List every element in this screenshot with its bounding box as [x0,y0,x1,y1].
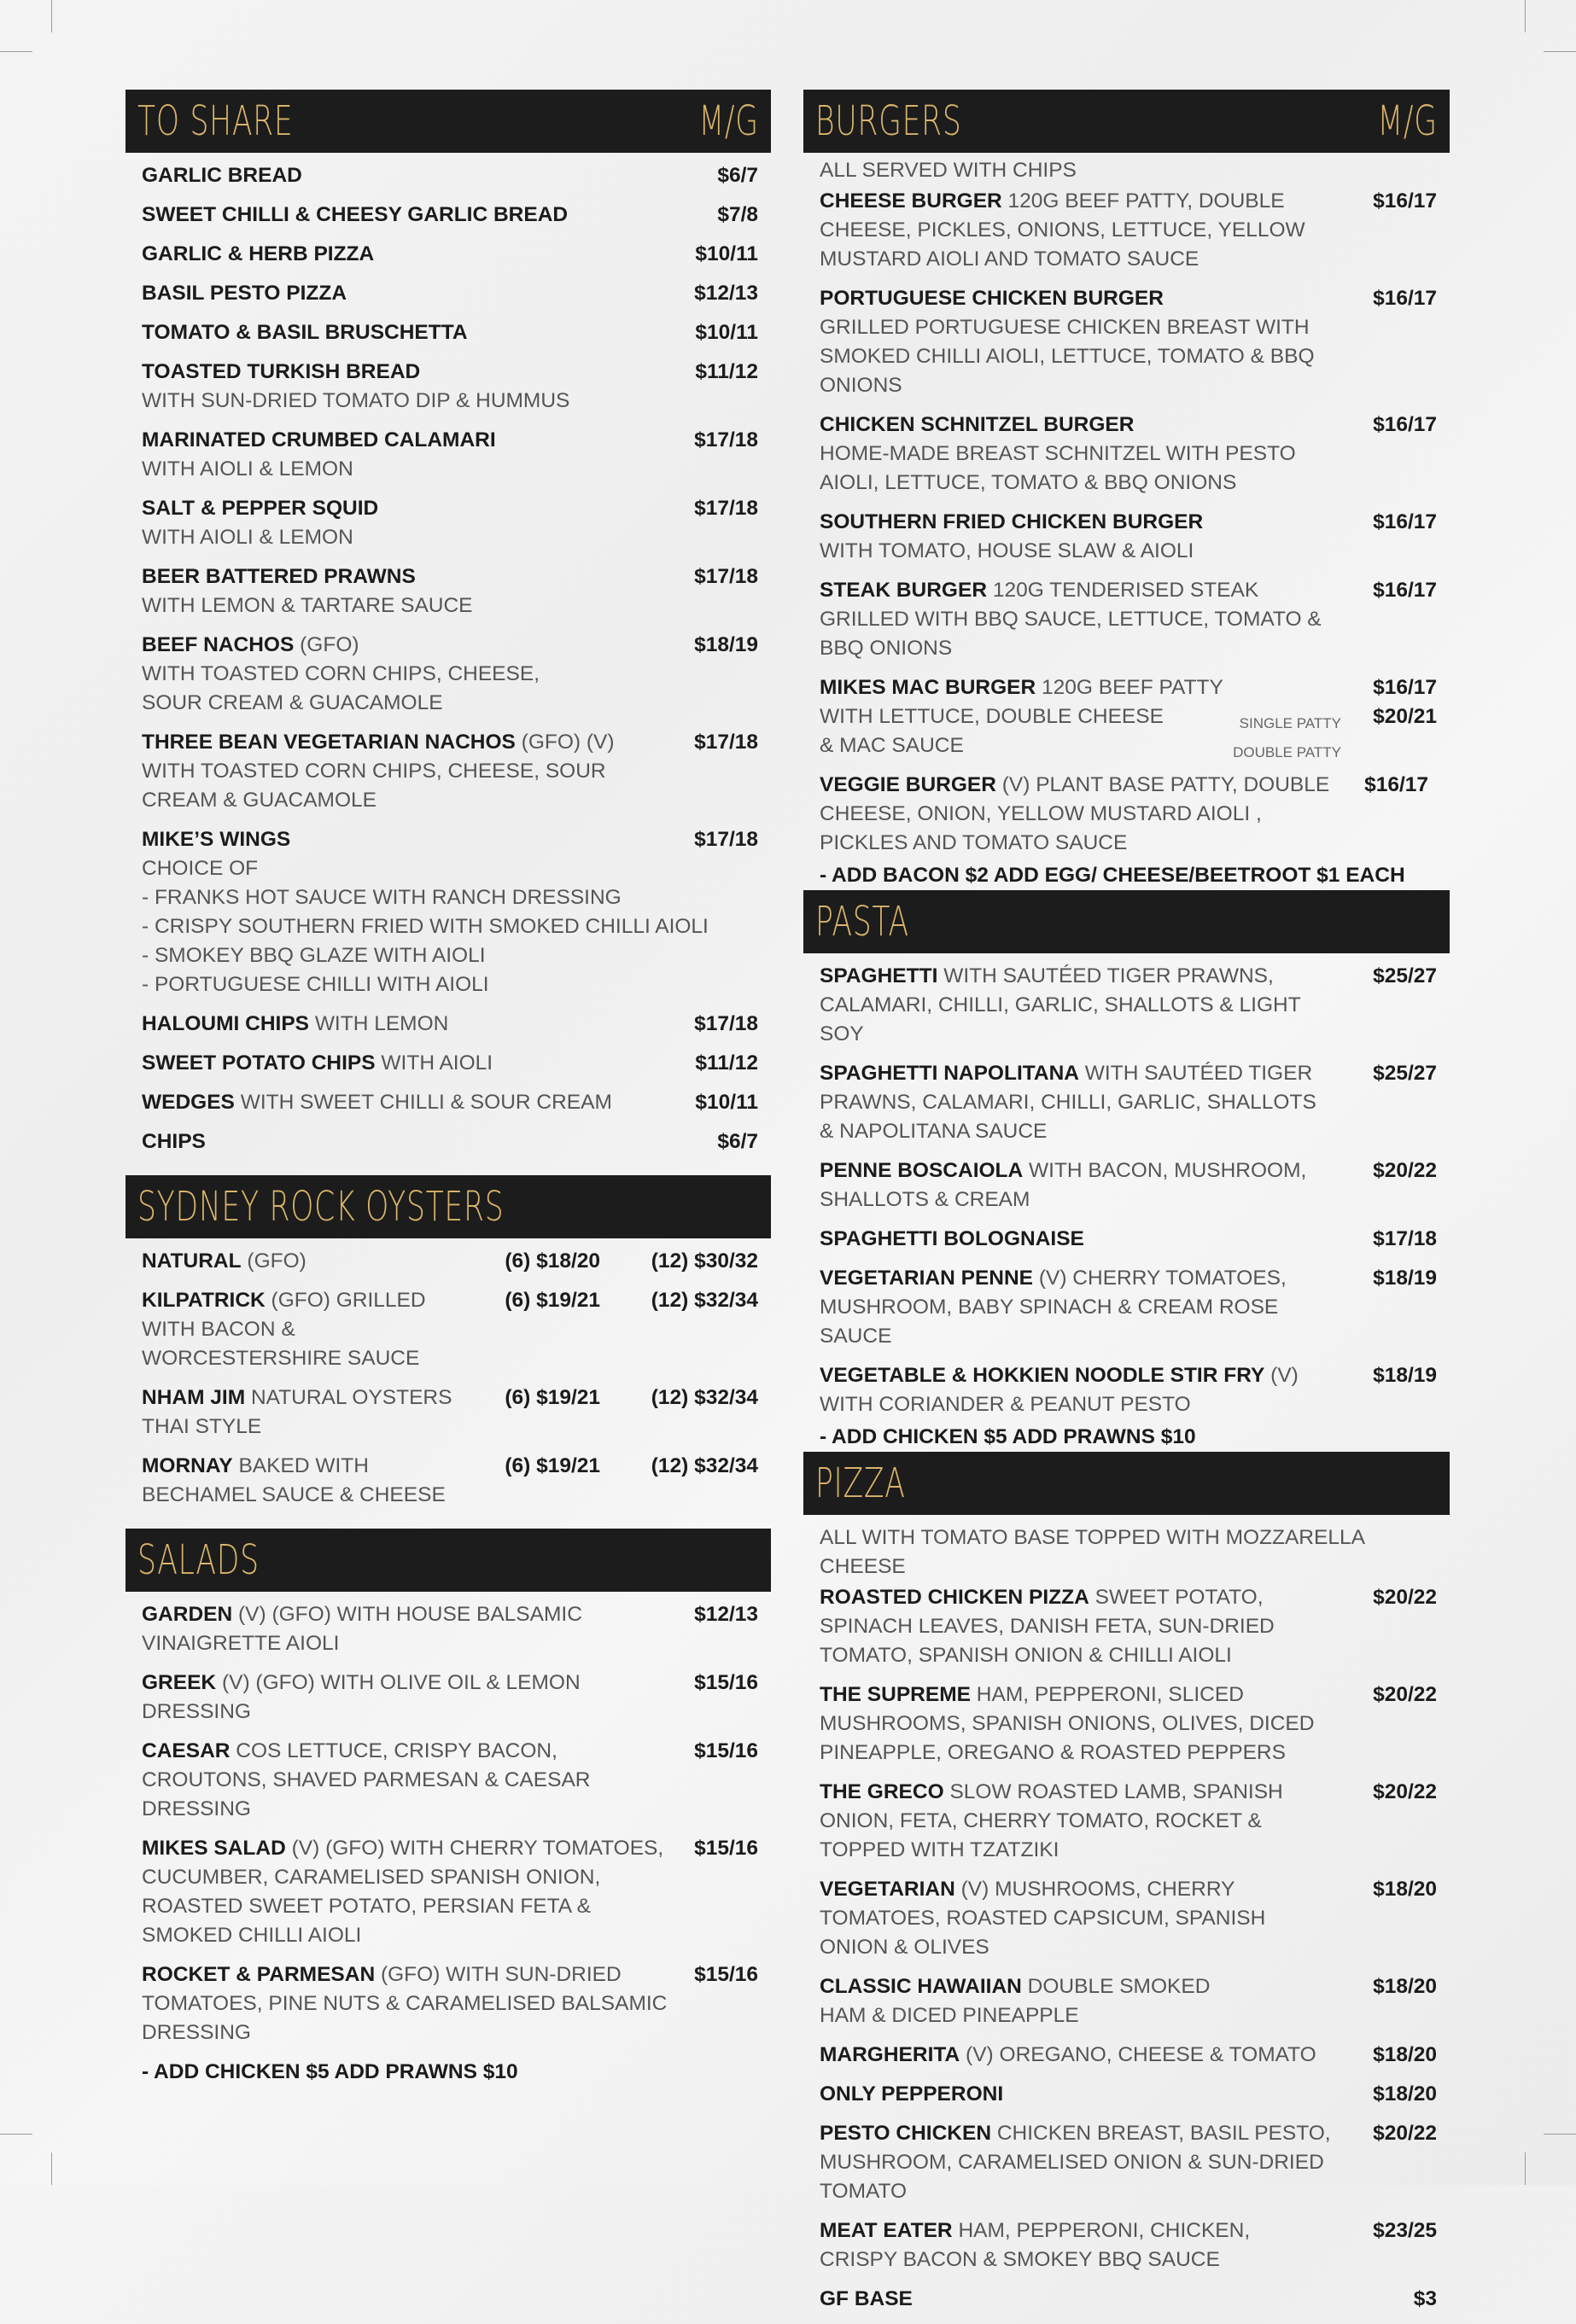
section-title: SALADS [137,1536,260,1584]
price-twelve: (12) $32/34 [651,1289,758,1312]
right-column [803,90,1450,2324]
menu-item [142,1834,758,1950]
menu-item [142,562,758,620]
item-price: $15/16 [694,1837,758,1860]
double-patty-label: DOUBLE PATTY [1233,744,1341,760]
item-description: WITH SWEET CHILLI & SOUR CREAM [240,1091,612,1114]
item-name: GARLIC BREAD [142,164,302,187]
menu-item [820,1059,1437,1146]
item-name: CHIPS [142,1130,206,1153]
item-description: WITH SAUTÉED TIGER PRAWNS, CALAMARI, CHILLI, GARLIC, SHALLOTS & NAPOLITANA SAUCE [820,1062,1316,1143]
item-price: $20/22 [1373,2122,1437,2145]
item-price: $20/22 [1373,1586,1437,1609]
price-twelve: (12) $30/32 [651,1249,758,1273]
menu-item [142,318,758,347]
menu-item [142,1010,758,1039]
oysters-header [125,1175,771,1238]
menu-item [820,962,1437,1049]
item-price: $18/19 [1373,1267,1437,1290]
wing-option: - PORTUGUESE CHILLI WITH AIOLI [142,973,489,996]
menu-item [820,411,1437,498]
menu-item [142,279,758,308]
item-price: $18/20 [1373,2043,1437,2066]
item-description: WITH LETTUCE, DOUBLE CHEESE [820,705,1164,728]
item-description: (GFO) [247,1249,306,1273]
item-price: $10/11 [695,1091,758,1114]
item-price: $6/7 [717,164,758,187]
wing-option: - FRANKS HOT SAUCE WITH RANCH DRESSING [142,886,622,909]
left-column [125,90,771,2087]
item-name: SPAGHETTI BOLOGNAISE [820,1227,1084,1250]
menu-item [142,1669,758,1727]
menu-item [820,1680,1437,1768]
item-price-double: $20/21 [1373,705,1437,728]
item-price: $17/18 [694,428,758,451]
item-name: BEEF NACHOS [142,633,295,656]
price-six: (6) $18/20 [505,1249,600,1273]
item-price: $17/18 [694,497,758,520]
item-name: NHAM JIM [142,1386,246,1409]
item-description: (V) WITH CORIANDER & PEANUT PESTO [820,1364,1299,1416]
burger-addon: - ADD BACON $2 ADD EGG/ CHEESE/BEETROOT $1 EACH [820,864,1405,887]
item-price: $20/22 [1373,1159,1437,1182]
to-share-list [125,153,771,1156]
item-price: $18/19 [1373,1364,1437,1387]
crop-mark [1544,2134,1576,2135]
crop-mark [0,51,32,52]
menu-item [142,161,758,190]
item-description: WITH LEMON [314,1012,449,1035]
menu-item [142,1088,758,1117]
menu-item [142,494,758,552]
item-name: SPAGHETTI NAPOLITANA [820,1062,1079,1085]
item-description: WITH AIOLI & LEMON [142,457,353,481]
item-description: HAM, PEPPERONI, SLICED MUSHROOMS, SPANISH ONIONS, OLIVES, DICED PINEAPPLE, OREGANO & ROASTED PEPPERS [820,1683,1315,1764]
item-name: CHICKEN SCHNITZEL BURGER [820,413,1135,436]
pasta-list [803,953,1450,1452]
item-description: (GFO) GRILLED WITH BACON & WORCESTERSHIRE SAUCE [142,1289,426,1370]
item-description: CHICKEN BREAST, BASIL PESTO, MUSHROOM, CARAMELISED ONION & SUN-DRIED TOMATO [820,2122,1331,2203]
section-title: TO SHARE [137,97,294,145]
item-name: TOASTED TURKISH BREAD [142,360,421,383]
item-description: SWEET POTATO, SPINACH LEAVES, DANISH FETA, SUN-DRIED TOMATO, SPANISH ONION & CHILLI AIOLI [820,1586,1275,1667]
item-name: MIKE’S WINGS [142,828,291,851]
item-price: $10/11 [695,321,758,344]
section-title: PASTA [815,898,909,946]
item-price: $25/27 [1373,1062,1437,1085]
item-description: DOUBLE SMOKED HAM & DICED PINEAPPLE [820,1975,1211,2027]
item-name: ROCKET & PARMESAN [142,1963,376,1986]
item-name: NATURAL [142,1249,242,1273]
item-description: GRILLED PORTUGUESE CHICKEN BREAST WITH SMOKED CHILLI AIOLI, LETTUCE, TOMATO & BBQ ONIONS [820,316,1315,397]
item-description: WITH SAUTÉED TIGER PRAWNS, CALAMARI, CHILLI, GARLIC, SHALLOTS & LIGHT SOY [820,964,1301,1046]
crop-mark [1525,2152,1526,2185]
item-name: HALOUMI CHIPS [142,1012,309,1035]
menu-item [142,728,758,815]
menu-item [142,1737,758,1824]
item-name: STEAK BURGER [820,579,988,602]
item-name: THE SUPREME [820,1683,971,1706]
menu-item [820,2041,1437,2070]
item-description: 120G TENDERISED STEAK GRILLED WITH BBQ SAUCE, LETTUCE, TOMATO & BBQ ONIONS [820,579,1322,660]
item-description: (V) (GFO) WITH OLIVE OIL & LEMON DRESSING [142,1671,581,1723]
item-name: BASIL PESTO PIZZA [142,282,347,305]
size-label: M/G [1377,97,1438,145]
menu-item-mac [820,673,1437,760]
item-name: VEGETARIAN [820,1878,955,1901]
price-six: (6) $19/21 [505,1386,600,1409]
item-price: $16/17 [1373,287,1437,310]
size-label: M/G [698,97,759,145]
single-patty-label: SINGLE PATTY [1239,715,1341,731]
item-price: $17/18 [1373,1227,1437,1250]
item-name: SPAGHETTI [820,964,938,987]
item-price: $16/17 [1373,189,1437,213]
item-price: $15/16 [694,1739,758,1762]
menu-item [820,2285,1437,2314]
item-price: $12/13 [694,282,758,305]
pasta-addon: - ADD CHICKEN $5 ADD PRAWNS $10 [820,1425,1196,1448]
item-name: VEGGIE BURGER [820,773,996,796]
menu-item [142,1049,758,1078]
menu-item [820,508,1437,566]
crop-mark [1525,0,1526,32]
menu-item [142,1127,758,1156]
item-price: $18/20 [1373,2082,1437,2106]
item-description: (V) (GFO) WITH HOUSE BALSAMIC VINAIGRETTE AIOLI [142,1603,582,1655]
item-tag: (GFO) [300,633,359,656]
item-description: 120G BEEF PATTY, DOUBLE CHEESE, PICKLES, ONIONS, LETTUCE, YELLOW MUSTARD AIOLI AND TOMATO SAUCE [820,189,1305,271]
item-price: $3 [1413,2287,1437,2310]
section-title: SYDNEY ROCK OYSTERS [137,1183,505,1231]
menu-item [142,1247,758,1276]
menu-item [820,2119,1437,2206]
menu-item [820,1875,1437,1962]
item-price: $15/16 [694,1671,758,1694]
section-title: PIZZA [815,1459,906,1507]
item-description: WITH AIOLI & LEMON [142,526,353,549]
item-price: $17/18 [694,828,758,851]
item-description: BAKED WITH BECHAMEL SAUCE & CHEESE [142,1454,446,1506]
item-description: WITH TOMATO, HOUSE SLAW & AIOLI [820,539,1194,562]
menu-item [820,2216,1437,2274]
item-price: $17/18 [694,731,758,754]
menu-item [142,240,758,269]
item-name: ROASTED CHICKEN PIZZA [820,1586,1089,1609]
item-name: THREE BEAN VEGETARIAN NACHOS [142,731,516,754]
item-description: SLOW ROASTED LAMB, SPANISH ONION, FETA, CHERRY TOMATO, ROCKET & TOPPED WITH TZATZIKI [820,1780,1283,1861]
menu-item [820,1264,1437,1351]
crop-mark [0,2134,32,2135]
item-name: THE GRECO [820,1780,944,1803]
item-price: $16/17 [1364,773,1428,796]
salads-list [125,1592,771,2087]
item-description: NATURAL OYSTERS THAI STYLE [142,1386,452,1438]
section-title: BURGERS [815,97,962,145]
item-price: $7/8 [717,203,758,226]
menu-item [142,1383,758,1442]
menu-item [142,1960,758,2047]
menu-item [820,2080,1437,2109]
item-name: MARGHERITA [820,2043,960,2066]
item-tag: (GFO) (V) [521,731,615,754]
item-price: $6/7 [717,1130,758,1153]
item-description: WITH SUN-DRIED TOMATO DIP & HUMMUS [142,389,570,412]
menu-item [820,1778,1437,1865]
wing-option: - CRISPY SOUTHERN FRIED WITH SMOKED CHILLI AIOLI [142,915,709,938]
item-name: GF BASE [820,2287,913,2310]
item-price: $23/25 [1373,2219,1437,2242]
item-name: BEER BATTERED PRAWNS [142,565,416,588]
item-name: ONLY PEPPERONI [820,2082,1004,2106]
wing-option: - SMOKEY BBQ GLAZE WITH AIOLI [142,944,486,967]
item-name: MORNAY [142,1454,233,1477]
item-price: $10/11 [695,242,758,265]
item-name: PORTUGUESE CHICKEN BURGER [820,287,1164,310]
menu-item [820,1583,1437,1670]
item-name: PESTO CHICKEN [820,2122,992,2145]
to-share-header [125,90,771,153]
price-six: (6) $19/21 [505,1289,600,1312]
salads-header [125,1529,771,1592]
crop-mark [51,2152,52,2185]
item-name: MEAT EATER [820,2219,953,2242]
item-price: $11/12 [695,360,758,383]
menu-item [820,1156,1437,1214]
menu-item [142,1452,758,1510]
item-description: WITH LEMON & TARTARE SAUCE [142,594,473,617]
menu-item [820,284,1437,400]
item-description: CHOICE OF [142,857,259,880]
item-price: $18/19 [694,633,758,656]
item-price: $12/13 [694,1603,758,1626]
item-description: WITH AIOLI [381,1051,493,1075]
item-price: $18/20 [1373,1975,1437,1998]
item-description: COS LETTUCE, CRISPY BACON, CROUTONS, SHAVED PARMESAN & CAESAR DRESSING [142,1739,591,1820]
item-name: CLASSIC HAWAIIAN [820,1975,1022,1998]
item-price: $11/12 [695,1051,758,1075]
item-name: SWEET POTATO CHIPS [142,1051,376,1075]
item-name: MIKES MAC BURGER [820,676,1036,699]
section-note: ALL WITH TOMATO BASE TOPPED WITH MOZZARELLA CHEESE [820,1526,1364,1578]
pizza-list [803,1515,1450,2314]
menu-item [142,358,758,416]
item-description: (V) CHERRY TOMATOES, MUSHROOM, BABY SPINACH & CREAM ROSE SAUCE [820,1267,1287,1348]
menu-item [142,1600,758,1658]
item-name: MARINATED CRUMBED CALAMARI [142,428,496,451]
item-name: KILPATRICK [142,1289,266,1312]
crop-mark [1544,51,1576,52]
item-price: $18/20 [1373,1878,1437,1901]
item-price: $20/22 [1373,1683,1437,1706]
price-twelve: (12) $32/34 [651,1386,758,1409]
item-price: $16/17 [1373,676,1437,699]
item-name: TOMATO & BASIL BRUSCHETTA [142,321,468,344]
menu-item [820,187,1437,274]
menu-item [142,201,758,230]
menu-item-wings [142,825,758,999]
item-name: CAESAR [142,1739,231,1762]
item-description: (V) PLANT BASE PATTY, DOUBLE CHEESE, ONION, YELLOW MUSTARD AIOLI , PICKLES AND TOMATO SAUCE [820,773,1330,854]
crop-mark [51,0,52,32]
menu-item [820,1225,1437,1254]
item-name: GARLIC & HERB PIZZA [142,242,375,265]
item-name: SWEET CHILLI & CHEESY GARLIC BREAD [142,203,569,226]
menu-item [820,1972,1437,2030]
salad-addon: - ADD CHICKEN $5 ADD PRAWNS $10 [142,2060,518,2083]
wings-options [142,883,758,999]
item-price: $17/18 [694,1012,758,1035]
item-name: CHEESE BURGER [820,189,1002,213]
item-name: PENNE BOSCAIOLA [820,1159,1024,1182]
item-name: MIKES SALAD [142,1837,286,1860]
item-name: GREEK [142,1671,217,1694]
item-description: WITH BACON, MUSHROOM, SHALLOTS & CREAM [820,1159,1307,1211]
pasta-header [803,890,1450,953]
item-price: $15/16 [694,1963,758,1986]
burgers-header [803,90,1450,153]
oysters-list [125,1238,771,1510]
item-price: $20/22 [1373,1780,1437,1803]
item-name: GARDEN [142,1603,233,1626]
item-description: (V) MUSHROOMS, CHERRY TOMATOES, ROASTED CAPSICUM, SPANISH ONION & OLIVES [820,1878,1266,1959]
item-price: $16/17 [1373,510,1437,533]
burgers-list [803,153,1450,890]
item-name: VEGETABLE & HOKKIEN NOODLE STIR FRY [820,1364,1265,1387]
item-price: $25/27 [1373,964,1437,987]
item-name: SOUTHERN FRIED CHICKEN BURGER [820,510,1204,533]
item-price: $17/18 [694,565,758,588]
menu-item [820,1361,1437,1419]
item-description: WITH TOASTED CORN CHIPS, CHEESE, SOUR CREAM & GUACAMOLE [142,662,540,714]
price-six: (6) $19/21 [505,1454,600,1477]
item-price: $16/17 [1373,413,1437,436]
section-note: ALL SERVED WITH CHIPS [820,159,1077,182]
price-twelve: (12) $32/34 [651,1454,758,1477]
menu-item [142,631,758,718]
menu-item [142,426,758,484]
item-description: 120G BEEF PATTY [1041,676,1223,699]
item-name: WEDGES [142,1091,235,1114]
item-description: (V) (GFO) WITH CHERRY TOMATOES, CUCUMBER, CARAMELISED SPANISH ONION, ROASTED SWEET POTATO, PERSIAN FETA & SMOKED CHILLI AIOLI [142,1837,664,1947]
item-description: WITH TOASTED CORN CHIPS, CHEESE, SOUR CREAM & GUACAMOLE [142,760,606,812]
item-price: $16/17 [1373,579,1437,602]
menu-item [820,771,1437,858]
menu-item [142,1286,758,1373]
item-description: HAM, PEPPERONI, CHICKEN, CRISPY BACON & SMOKEY BBQ SAUCE [820,2219,1251,2271]
item-description: & MAC SAUCE [820,734,964,757]
item-description: (GFO) WITH SUN-DRIED TOMATOES, PINE NUTS & CARAMELISED BALSAMIC DRESSING [142,1963,668,2044]
item-description: (V) OREGANO, CHEESE & TOMATO [966,2043,1316,2066]
item-name: VEGETARIAN PENNE [820,1267,1034,1290]
item-description: HOME-MADE BREAST SCHNITZEL WITH PESTO AIOLI, LETTUCE, TOMATO & BBQ ONIONS [820,442,1296,494]
pizza-header [803,1452,1450,1515]
menu-item [820,576,1437,663]
item-name: SALT & PEPPER SQUID [142,497,379,520]
